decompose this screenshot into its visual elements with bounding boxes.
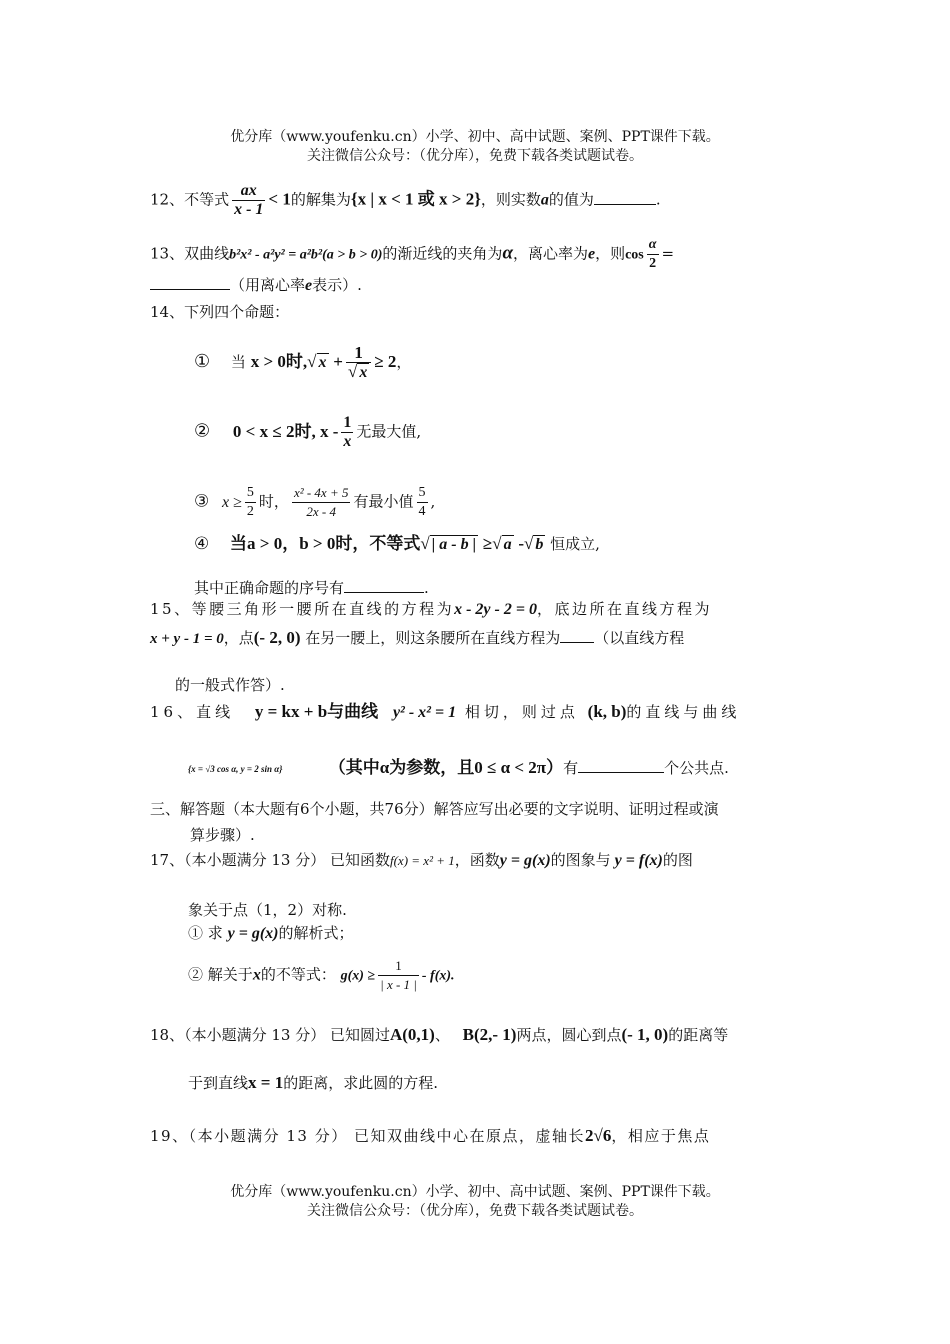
page-footer: [0, 1183, 950, 1221]
header-line-1: 优分库（www.youfenku.cn）小学、初中、高中试题、案例、PPT课件下载。: [230, 129, 720, 145]
question-14-answer: 其中正确命题的序号有 .: [194, 579, 429, 597]
q13-fraction: $\frac{\alpha}{2}$: [648, 237, 657, 271]
question-19: 19、（本小题满分 13 分） 已知双曲线中心在原点，虚轴长2√6，相应于焦点: [150, 1126, 711, 1145]
question-16: 16、直线 y = kx + b与曲线 y² - x² = 1 相切，则过点 (k, b)的直线与曲线: [150, 702, 741, 721]
question-17-part-2: ② 解关于x的不等式： g(x) ≥ $\frac{1}{| x - 1 |}$ - f(x).: [188, 958, 455, 992]
proposition-3-fraction-c: $\frac{5}{4}$: [418, 485, 426, 519]
question-14: 14、下列四个命题：: [150, 303, 290, 321]
proposition-2-fraction: $\frac{1}{x}$: [343, 414, 352, 450]
proposition-4: ④ 当a > 0，b > 0时，不等式√ | a - b | ≥√ a -√ b 恒成立,: [194, 534, 600, 554]
section-3-heading: 三、解答题（本大题有6个小题，共76分）解答应写出必要的文字说明、证明过程或演: [150, 800, 719, 818]
proposition-1-fraction: $\frac{1}{√ x}$: [346, 344, 371, 382]
q12-fraction: $\frac{ax}{x - 1}$: [234, 182, 264, 218]
header-line-2: 关注微信公众号：（优分库），免费下载各类试题试卷。: [307, 148, 643, 164]
question-18-line-2: 于到直线x = 1的距离，求此圆的方程.: [188, 1073, 438, 1092]
question-13-line-2: （用离心率e表示）.: [150, 273, 815, 298]
proposition-2: ② 0 < x ≤ 2时, x - $\frac{1}{x}$ 无最大值,: [194, 414, 422, 450]
question-15: 15、等腰三角形一腰所在直线的方程为x - 2y - 2 = 0，底边所在直线方程为: [150, 600, 712, 618]
question-17-fraction: $\frac{1}{| x - 1 |}$: [380, 958, 417, 992]
footer-line-1: 优分库（www.youfenku.cn）小学、初中、高中试题、案例、PPT课件下载。: [230, 1184, 720, 1200]
proposition-3: ③ x ≥ $\frac{5}{2}$ 时， $\frac{\text{x² - 4x + 5}}{2x - 4}$ 有最小值 $\frac{5}{4}$ ,: [194, 485, 436, 519]
answer-blank[interactable]: [344, 578, 424, 593]
answer-blank[interactable]: [594, 190, 656, 205]
question-15-line-2: x + y - 1 = 0，点(- 2, 0) 在另一腰上，则这条腰所在直线方程为 （以直线方程: [150, 628, 685, 647]
page-header: [0, 128, 950, 166]
question-18: 18、（本小题满分 13 分） 已知圆过A(0,1)、 B(2,- 1)两点，圆心到点(- 1, 0)的距离等: [150, 1025, 729, 1044]
question-13: 13、双曲线b²x² - a²y² = a²b²(a > b > 0)的渐近线的夹角为α，离心率为e，则cos $\frac{\alpha}{2}$ =: [150, 237, 675, 271]
question-16-line-2: {x = √3 cos α, y = 2 sin α} （其中α为参数，且0 ≤ α < 2π）有 个公共点.: [188, 756, 853, 781]
proposition-3-fraction-a: $\frac{5}{2}$: [246, 485, 254, 519]
footer-line-2: 关注微信公众号：（优分库），免费下载各类试题试卷。: [307, 1203, 643, 1219]
question-12: 12、不等式 $\frac{ax}{x - 1}$ < 1的解集为{x | x < 1 或 x > 2}，则实数a的值为 .: [150, 182, 661, 218]
answer-blank[interactable]: [150, 275, 230, 290]
question-17: 17、（本小题满分 13 分） 已知函数f(x) = x² + 1，函数y = g(x)的图象与 y = f(x)的图: [150, 851, 693, 869]
answer-blank[interactable]: [560, 628, 594, 643]
proposition-3-fraction-b: $\frac{\text{x² - 4x + 5}}{2x - 4}$: [293, 485, 349, 519]
proposition-1: ① 当 x > 0时,√ x + $\frac{1}{√ x}$ ≥ 2，: [194, 343, 412, 381]
answer-blank[interactable]: [578, 758, 664, 773]
question-17-line-2: 象关于点（1，2）对称.: [188, 901, 347, 919]
question-15-line-3: 的一般式作答）.: [175, 676, 285, 694]
parametric-system: {x = √3 cos α, y = 2 sin α}: [188, 764, 283, 774]
question-17-part-1: ① 求 y = g(x)的解析式；: [188, 924, 354, 942]
section-3-heading-line-2: 算步骤）.: [190, 826, 255, 844]
